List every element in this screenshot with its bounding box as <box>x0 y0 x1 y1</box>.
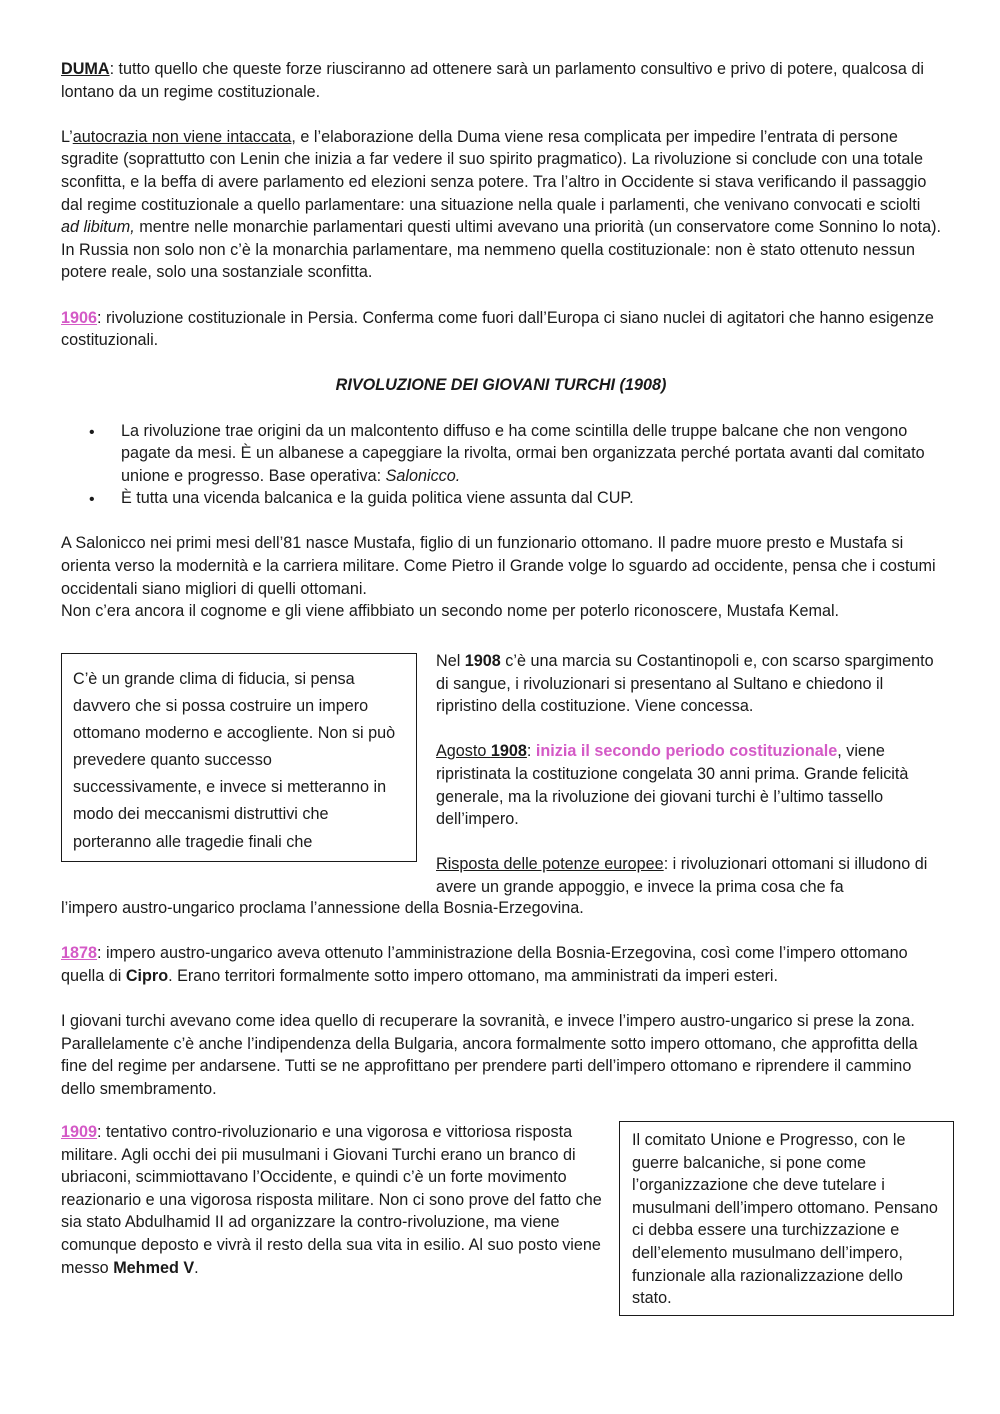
list-item <box>61 487 941 510</box>
marcia-pre: Nel <box>436 652 465 670</box>
autocrazia-prefix: L’ <box>61 127 73 146</box>
paragraph-1909 <box>61 1121 606 1279</box>
agosto-month: Agosto <box>436 742 491 761</box>
lower-text <box>61 897 941 1100</box>
paragraph-sovranita: I giovani turchi avevano come idea quello di recuperare la sovranità, e invece l’impero austro-ungarico si prese la zona. Parallelamente c’è anche l’indipendenza della Bulgaria, ancora formalmente sotto impero ottomano, che approfitta della fine del regime per andarsene. Tutti se ne approfittano per prendere parti dell’impero ottomano e riprendere il cammino dello smembramento. <box>61 1011 918 1098</box>
year-1878: 1878 <box>61 944 98 963</box>
term-duma: DUMA <box>61 60 110 78</box>
paragraph-mustafa: A Salonicco nei primi mesi dell’81 nasce Mustafa, figlio di un funzionario ottomano. Il padre muore presto e Mustafa si orienta verso la modernità e la carriera militare. Come Pietro il Grande volge lo sguardo ad occidente, pensa che i costumi occidentali siano migliori di quelli ottomani. <box>61 534 936 598</box>
risposta-text: : i rivoluzionari ottomani si illudono di avere un grande appoggio, e invece la prima cosa che fa <box>436 855 928 896</box>
persia-text: : rivoluzione costituzionale in Persia. Conferma come fuori dall’Europa ci siano nuclei di agitatori che hanno esigenze costituzionali. <box>61 308 934 350</box>
marcia-text: c’è una marcia su Costantinopoli e, con scarso spargimento di sangue, i rivoluzionari si presentano al Sultano e chiedono il ripristino della costituzione. Viene concessa. <box>436 652 934 716</box>
bullet-list <box>61 420 941 510</box>
risposta-label: Risposta delle potenze europee <box>436 855 664 874</box>
box-cup: Il comitato Unione e Progresso, con le guerre balcaniche, si pone come l’organizzazione che deve tutelare i musulmani dell’impero ottomano. Pensano ci debba essere una turchizzazione e dell’elemento musulmano dell’impero, funzionale alla razionalizzazione dello stato. <box>619 1121 954 1316</box>
year-1906: 1906 <box>61 308 98 327</box>
autocrazia-text-a: , e l’elaborazione della Duma viene resa complicata per impedire l’entrata di persone sgradite (soprattutto con Lenin che inizia a far vedere il suo spirito pragmatico). La rivoluzione si conclude con una totale sconfitta, e la beffa di avere parlamento ed elezioni senza potere. Tra l’altro in Occidente si stava verificando il passaggio dal regime costituzionale a quello parlamentare: una situazione nella quale i parlamenti, che venivano convocati e sciolti <box>61 127 927 214</box>
list-item <box>61 420 941 488</box>
risposta-continuation: l’impero austro-ungarico proclama l’annessione della Bosnia-Erzegovina. <box>61 899 584 917</box>
agosto-year: 1908 <box>490 742 527 761</box>
agosto-highlight: inizia il secondo periodo costituzionale <box>535 742 838 761</box>
year-1909: 1909 <box>61 1123 98 1141</box>
paragraph-persia <box>61 307 941 352</box>
paragraph-agosto <box>436 740 941 830</box>
paragraph-autocrazia <box>61 126 941 284</box>
y1878-text-b: . Erano territori formalmente sotto impero ottomano, ma amministrati da imperi esteri. <box>168 966 779 985</box>
right-column <box>436 650 941 899</box>
y1909-text: : tentativo contro-rivoluzionario e una vigorosa e vittoriosa risposta militare. Agli occhi dei pii musulmani i Giovani Turchi erano un branco di ubriaconi, scimmiottavano l’Occidente, e quindi c’è un forte movimento reazionario e una vigorosa risposta militare. Non ci sono prove del fatto che sia stato Abdulhamid II ad organizzare la contro-rivoluzione, ma viene comunque deposto e vivrà il resto della sua vita in esilio. Al suo posto viene messo <box>61 1123 602 1277</box>
autocrazia-italic: ad libitum, <box>61 218 135 237</box>
y1878-bold: Cipro <box>125 966 169 985</box>
y1909-end: . <box>194 1258 199 1277</box>
y1878-text-a: : impero austro-ungarico aveva ottenuto l’amministrazione della Bosnia-Erzegovina, così come l’impero ottomano quella di <box>61 944 908 985</box>
paragraph-risposta <box>436 853 941 898</box>
main-text <box>61 58 941 623</box>
paragraph-mustafa-kemal: Non c’era ancora il cognome e gli viene affibbiato un secondo nome per poterlo riconoscere, Mustafa Kemal. <box>61 602 840 621</box>
section-title: RIVOLUZIONE DEI GIOVANI TURCHI (1908) <box>335 376 667 395</box>
agosto-date <box>436 742 527 760</box>
paragraph-marcia <box>436 650 941 718</box>
autocrazia-underlined: autocrazia non viene intaccata <box>72 127 292 146</box>
bullet-1-italic: Salonicco. <box>385 466 461 485</box>
bullet-1-text: La rivoluzione trae origini da un malcontento diffuso e ha come scintilla delle truppe balcane che non vengono pagate da mesi. È un albanese a capeggiare la rivolta, ormai ben organizzata perché portata avanti dal comitato unione e progresso. Base operativa: <box>121 421 925 485</box>
autocrazia-text-b: mentre nelle monarchie parlamentari questi ultimi avevano una priorità (un conservatore come Sonnino lo nota). In Russia non solo non c’è la monarchia parlamentare, ma nemmeno quella costituzionale: non è stato ottenuto nessun potere reale, solo una sostanziale sconfitta. <box>61 218 941 282</box>
marcia-year: 1908 <box>464 652 501 670</box>
duma-text: : tutto quello che queste forze riusciranno ad ottenere sarà un parlamento consultivo e privo di potere, qualcosa di lontano da un regime costituzionale. <box>61 60 924 101</box>
box-fiducia: C’è un grande clima di fiducia, si pensa davvero che si possa costruire un impero ottomano moderno e accogliente. Non si può prevedere quanto successo successivamente, e invece si metteranno in modo dei meccanismi distruttivi che porteranno alle tragedie finali che <box>61 653 417 862</box>
agosto-text: , viene ripristinata la costituzione congelata 30 anni prima. Grande felicità generale, ma la rivoluzione dei giovani turchi è l’ultimo tassello dell’impero. <box>436 742 909 829</box>
paragraph-1878 <box>61 942 941 987</box>
bullet-2-text: È tutta una vicenda balcanica e la guida politica viene assunta dal CUP. <box>121 489 634 508</box>
y1909-paragraph <box>61 1121 606 1279</box>
y1909-bold: Mehmed V <box>113 1258 195 1277</box>
paragraph-duma <box>61 58 941 103</box>
agosto-colon: : <box>526 742 536 761</box>
